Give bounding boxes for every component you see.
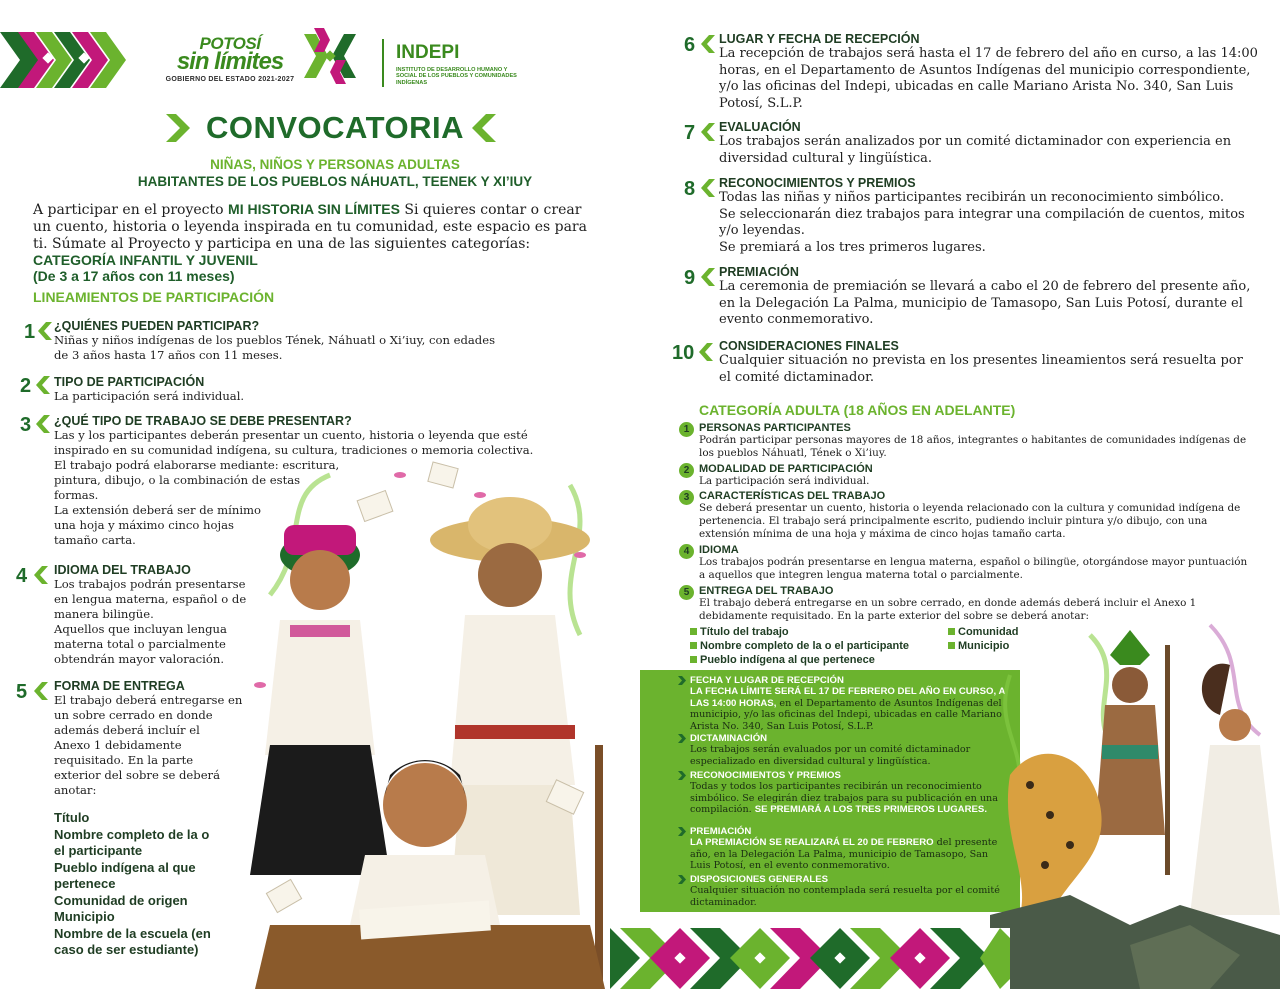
section-number-badge: 1	[679, 422, 694, 437]
chevron-left-icon	[34, 376, 50, 394]
section-number: 7	[684, 122, 696, 144]
section-title: PREMIACIÓN	[719, 265, 799, 279]
section-text: La participación será individual.	[54, 389, 245, 403]
subtitle-line2: HABITANTES DE LOS PUEBLOS NÁHUATL, TEENEK Y XI’IUY	[137, 174, 533, 189]
section-text: diversidad cultural y lingüística.	[719, 150, 932, 166]
category-infantil	[33, 252, 258, 284]
section-number: 4	[16, 565, 28, 587]
jaguar-warrior-illustration	[990, 615, 1280, 989]
section-text: El trabajo podrá elaborarse mediante: escritura,	[54, 458, 340, 472]
list-item: Pueblo indígena al que pertenece	[690, 653, 875, 667]
list-item: Municipio	[54, 909, 115, 924]
left-section-5	[16, 679, 266, 959]
chevron-right-icon	[678, 875, 686, 884]
potosi-logo-line2: sin límites	[176, 48, 284, 75]
subtitle	[60, 156, 610, 190]
chevron-left-icon	[699, 179, 715, 197]
section-text: manera bilingüe.	[54, 607, 154, 621]
bullet-square-icon	[948, 642, 955, 649]
summary-box	[640, 670, 1020, 912]
section-text: los pueblos Náhuatl, Tének o Xi’iuy.	[699, 447, 887, 459]
right-section-7	[684, 120, 1264, 167]
list-item: Comunidad de origen	[54, 892, 188, 908]
indepi-logo-title: INDEPI	[396, 42, 460, 63]
section-text: Podrán participar personas mayores de 18 años, integrantes o habitantes de comunidades indígenas de	[699, 434, 1247, 446]
summary-item-recepcion	[690, 675, 1010, 732]
list-item: Municipio	[948, 639, 1009, 653]
category-infantil-ages: (De 3 a 17 años con 11 meses)	[33, 268, 235, 284]
summary-title: DISPOSICIONES GENERALES	[690, 874, 829, 885]
section-title: PERSONAS PARTICIPANTES	[699, 422, 851, 434]
chevron-left-icon	[699, 35, 715, 53]
section-text: extensión mínima de una hoja y máxima de cinco hojas tamaño carta.	[699, 528, 1066, 540]
summary-item-dictaminacion	[690, 733, 1010, 767]
section-text: evento conmemorativo.	[719, 312, 874, 327]
section-text: Las y los participantes deberán presentar un cuento, historia o leyenda que esté	[54, 428, 528, 442]
right-section-8	[684, 176, 1264, 256]
section-number-badge: 3	[679, 490, 694, 505]
title-block	[160, 110, 510, 150]
summary-text: Los trabajos serán evaluados por un comité dictaminador especializado en diversidad cultural y lingüística.	[690, 744, 971, 767]
list-item: caso de ser estudiante)	[54, 942, 199, 957]
section-title: EVALUACIÓN	[719, 120, 801, 134]
section-title: ¿QUÉ TIPO DE TRABAJO SE DEBE PRESENTAR?	[54, 414, 352, 428]
section-text: pintura, dibujo, o la combinación de estas	[54, 473, 301, 487]
section-title: CARACTERÍSTICAS DEL TRABAJO	[699, 490, 886, 502]
section-title: MODALIDAD DE PARTICIPACIÓN	[699, 463, 873, 475]
summary-title: FECHA Y LUGAR DE RECEPCIÓN	[690, 675, 844, 686]
chevron-right-icon	[678, 676, 686, 685]
adult-section-2	[683, 463, 1269, 488]
summary-text: Cualquier situación no contemplada será resuelta por el comité dictaminador.	[690, 885, 1000, 908]
summary-title: PREMIACIÓN	[690, 826, 752, 837]
header-logos	[160, 24, 580, 94]
left-section-4	[16, 563, 256, 667]
list-item: Título del trabajo	[690, 625, 789, 639]
section-title: TIPO DE PARTICIPACIÓN	[54, 375, 205, 389]
section-text: debidamente requisitado. En la parte exterior del sobre se deberá anotar:	[699, 610, 1089, 622]
section-text: La extensión deberá ser de mínimo	[54, 503, 262, 517]
section-number-badge: 5	[679, 585, 694, 600]
section-text: Potosí, S.L.P.	[719, 95, 803, 111]
logo-divider	[382, 39, 384, 87]
intro-paragraph	[33, 201, 593, 253]
section-title: LUGAR Y FECHA DE RECEPCIÓN	[719, 32, 920, 46]
left-section-3	[20, 414, 580, 548]
bullet-square-icon	[690, 628, 697, 635]
section-title: IDIOMA DEL TRABAJO	[54, 563, 191, 577]
section-text: El trabajo deberá entregarse en	[54, 693, 243, 707]
section-text: Cualquier situación no prevista en los presentes lineamientos será resuelta por	[719, 353, 1243, 368]
section-text: exterior del sobre se deberá	[54, 768, 221, 782]
bullet-square-icon	[948, 628, 955, 635]
section-number: 9	[684, 267, 696, 289]
bullet-square-icon	[690, 656, 697, 663]
potosi-logo-line3: GOBIERNO DEL ESTADO 2021-2027	[165, 76, 295, 83]
chevron-right-icon	[166, 114, 192, 142]
section-text: inspirado en su comunidad indígena, su cultura, tradiciones o memoria colectiva.	[54, 443, 534, 457]
potosi-logo-line1: POTOSÍ	[199, 34, 261, 53]
page-title: CONVOCATORIA	[205, 110, 465, 145]
section-title: ¿QUIÉNES PUEDEN PARTICIPAR?	[54, 319, 260, 333]
section-text: Se deberá presentar un cuento, historia o leyenda relacionado con la cultura y comunidad indígena de	[699, 502, 1241, 514]
list-item: el participante	[54, 843, 143, 858]
delivery-list	[54, 810, 266, 959]
section-text: Los trabajos podrán presentarse en lengua materna, español o bilingüe, otorgándose mayor puntuación	[699, 556, 1248, 568]
potosi-x-emblem-icon	[300, 26, 360, 86]
right-section-6	[684, 32, 1264, 112]
chevron-left-icon	[699, 123, 715, 141]
section-text: Aquellos que incluyan lengua	[54, 622, 227, 636]
section-number: 5	[16, 681, 28, 703]
summary-item-reconocimientos	[690, 770, 1010, 816]
chevron-left-icon	[32, 566, 48, 584]
right-section-10	[672, 339, 1262, 386]
section-text: requisitado. En la parte	[54, 753, 194, 767]
chevron-left-icon	[32, 682, 48, 700]
chevron-left-icon	[470, 114, 496, 142]
right-section-9	[684, 265, 1264, 329]
summary-text: LA PREMIACIÓN SE REALIZARÁ EL 20 DE FEBRERO del presente año, en la Delegación La Palma, municipio de Tamasopo, San Luis Potosí, en el evento conmemorativo.	[690, 837, 998, 871]
section-text: de 3 años hasta 17 años con 11 meses.	[54, 348, 283, 362]
chevron-left-icon	[36, 322, 52, 340]
summary-title: DICTAMINACIÓN	[690, 733, 768, 744]
section-text: a aquellos que integren lengua materna total o parcialmente.	[699, 569, 1023, 581]
section-number: 2	[20, 375, 32, 397]
section-text: formas.	[54, 488, 99, 502]
section-title: ENTREGA DEL TRABAJO	[699, 585, 834, 597]
section-title: RECONOCIMIENTOS Y PREMIOS	[719, 176, 916, 190]
adult-section-3	[683, 490, 1269, 541]
left-section-1	[24, 319, 584, 363]
list-item: Pueblo indígena al que	[54, 859, 196, 875]
summary-text: Todas y todos los participantes recibirán un reconocimiento simbólico. Se elegirán diez trabajos para su publicación en una compilación. SE PREMIARÁ A LOS TRES PRIMEROS LUGARES.	[690, 781, 998, 815]
intro-pre: A participar en el proyecto	[33, 202, 229, 218]
adult-section-4	[683, 544, 1269, 582]
section-text: Anexo 1 debidamente	[54, 738, 182, 752]
section-title: CONSIDERACIONES FINALES	[719, 339, 899, 353]
section-text: y/o leyendas.	[719, 223, 805, 238]
bullet-square-icon	[690, 642, 697, 649]
section-text: La recepción de trabajos será hasta el 17 de febrero del año en curso, a las 14:00	[719, 46, 1258, 61]
section-text: Los trabajos serán analizados por un comité dictaminador con experiencia en	[719, 134, 1232, 149]
section-text: Se premiará a los tres primeros lugares.	[719, 239, 986, 255]
chevron-right-icon	[678, 827, 686, 836]
list-item: Nombre de la escuela (en	[54, 925, 211, 941]
chevron-left-icon	[697, 343, 713, 361]
section-text: horas, en el Departamento de Asuntos Indígenas del municipio correspondiente,	[719, 62, 1251, 78]
section-text: una hoja y máximo cinco hojas	[54, 518, 234, 532]
summary-text: LA FECHA LÍMITE SERÁ EL 17 DE FEBRERO DEL AÑO EN CURSO, A LAS 14:00 HORAS, en el Departamento de Asuntos Indígenas del municipio, y/o las oficinas del Indepi, ubicadas en calle Mariano Arista No. 340, San Luis Potosí, S.L.P.	[690, 686, 1006, 732]
list-item: Título	[54, 810, 90, 825]
section-text: en la Delegación La Palma, municipio de Tamasopo, San Luis Potosí, durante el	[719, 295, 1243, 311]
list-item: Comunidad	[948, 625, 1019, 639]
summary-item-premiacion	[690, 826, 1010, 872]
section-text: el comité dictaminador.	[719, 369, 875, 385]
section-text: Los trabajos podrán presentarse	[54, 577, 246, 591]
section-number: 3	[20, 414, 32, 436]
section-text: La participación será individual.	[699, 475, 870, 487]
section-text: tamaño carta.	[54, 533, 136, 547]
section-text: en lengua materna, español o de	[54, 592, 247, 606]
decorative-pattern-top-left	[0, 28, 126, 92]
section-title: FORMA DE ENTREGA	[54, 679, 185, 693]
summary-item-disposiciones	[690, 874, 1010, 908]
section-text: El trabajo deberá entregarse en un sobre cerrado, en donde además deberá incluir el Anexo 1	[699, 597, 1197, 609]
chevron-left-icon	[34, 415, 50, 433]
list-item: pertenece	[54, 876, 116, 891]
chevron-right-icon	[678, 771, 686, 780]
section-text: La ceremonia de premiación se llevará a cabo el 20 de febrero del presente año,	[719, 279, 1251, 294]
section-text: Se seleccionarán diez trabajos para integrar una compilación de cuentos, mitos	[719, 206, 1245, 222]
subtitle-line1: NIÑAS, NIÑOS Y PERSONAS ADULTAS	[210, 157, 460, 172]
indepi-logo-subtitle: INSTITUTO DE DESARROLLO HUMANO Y SOCIAL DE LOS PUEBLOS Y COMUNIDADES INDÍGENAS	[396, 67, 517, 86]
section-text: Niñas y niños indígenas de los pueblos Tének, Náhuatl o Xi’iuy, con edades	[54, 333, 496, 347]
section-number: 10	[672, 342, 695, 364]
summary-title: RECONOCIMIENTOS Y PREMIOS	[690, 770, 841, 781]
lineamientos-heading: LINEAMIENTOS DE PARTICIPACIÓN	[33, 289, 275, 305]
section-number-badge: 2	[679, 463, 694, 478]
section-number: 1	[24, 321, 36, 343]
section-text: materna total o parcialmente	[54, 637, 226, 651]
section-number: 6	[684, 34, 696, 56]
section-text: además deberá incluír el	[54, 723, 200, 737]
adult-section-1	[683, 422, 1269, 460]
category-infantil-name: CATEGORÍA INFANTIL Y JUVENIL	[33, 252, 258, 268]
left-section-2	[20, 375, 580, 404]
list-item: Nombre completo de la o el participante	[690, 639, 909, 653]
list-item: Nombre completo de la o	[54, 826, 210, 842]
decorative-pattern-bottom	[610, 928, 1010, 989]
potosi-logo	[160, 36, 300, 83]
section-text: pertenencia. El trabajo será principalmente escrito, pudiendo incluir pintura y/o dibujo, con una	[699, 515, 1208, 527]
section-text: obtendrán mayor valoración.	[54, 652, 225, 666]
section-title: IDIOMA	[699, 544, 739, 556]
chevron-left-icon	[699, 268, 715, 286]
section-text: anotar:	[54, 783, 97, 797]
section-text: un sobre cerrado en donde	[54, 708, 213, 722]
chevron-right-icon	[678, 734, 686, 743]
category-adult-heading: CATEGORÍA ADULTA (18 AÑOS EN ADELANTE)	[699, 402, 1016, 418]
indepi-logo	[396, 42, 520, 86]
project-name: MI HISTORIA SIN LÍMITES	[228, 201, 400, 217]
intro-post: Si quieres contar o crear un cuento, historia o leyenda inspirada en tu comunidad, este espacio es para ti. Súmate al Proyecto y participa en una de las siguientes categorías:	[33, 202, 587, 252]
section-number: 8	[684, 178, 696, 200]
section-number-badge: 4	[679, 544, 694, 559]
section-text: Todas las niñas y niños participantes recibirán un reconocimiento simbólico.	[719, 190, 1225, 205]
section-text: y/o las oficinas del Indepi, ubicadas en calle Mariano Arista No. 340, San Luis	[719, 79, 1234, 94]
